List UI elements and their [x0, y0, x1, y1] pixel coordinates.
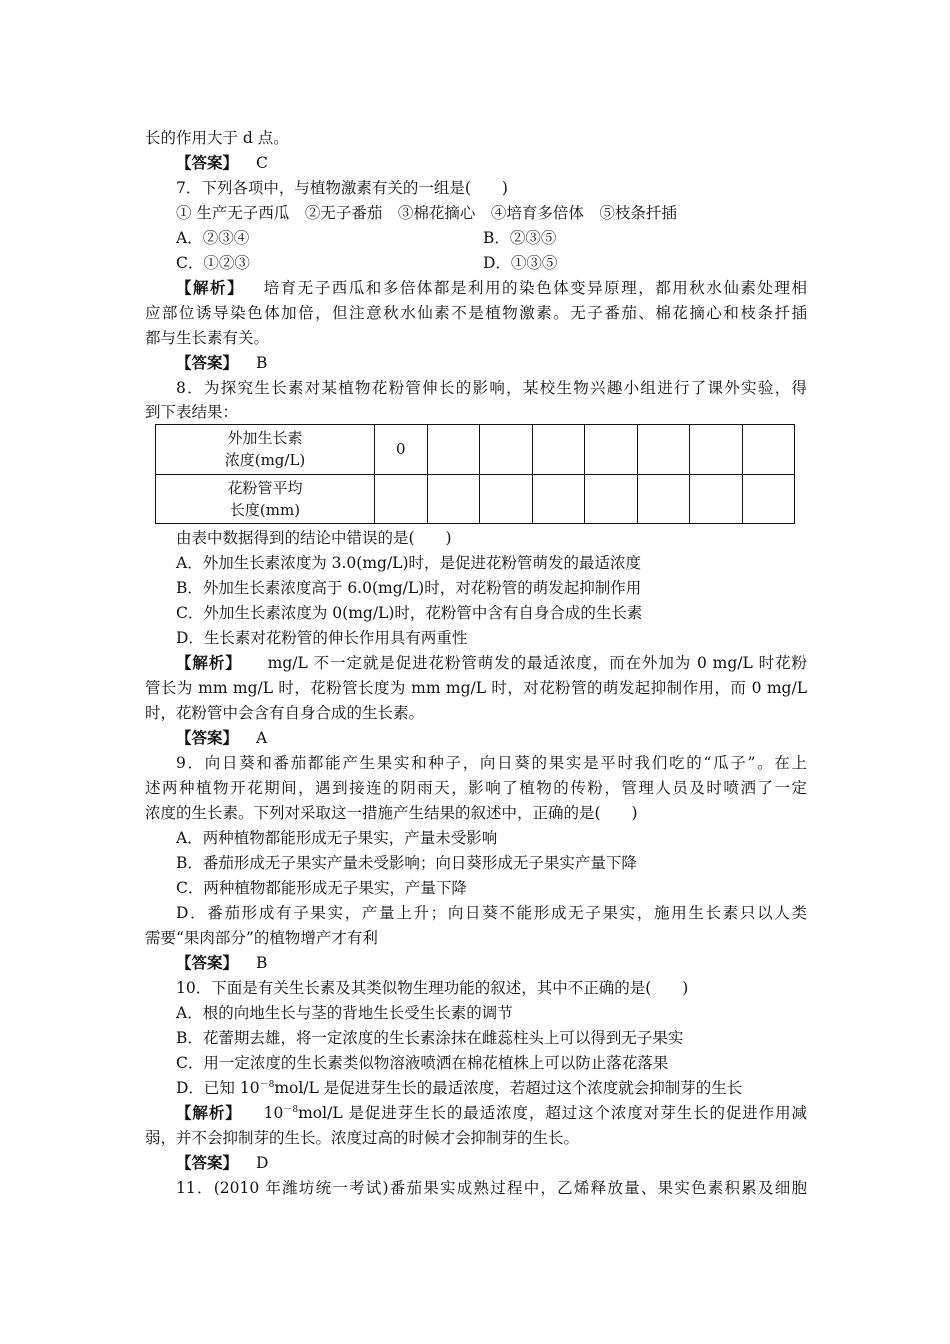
answer-label: 【答案】 — [176, 953, 239, 972]
question-stem: 述两种植物开花期间，遇到接连的阴雨天，影响了植物的传粉，管理人员及时喷洒了一定 — [145, 779, 807, 797]
answer-line — [176, 352, 267, 374]
explanation-label: 【解析】 — [176, 278, 245, 297]
explanation-text: mol/L 是促进芽生长的最适浓度，超过这个浓度对芽生长的促进作用减 — [298, 1104, 807, 1122]
table-header-cell: 外加生长素 浓度(mg/L) — [156, 425, 375, 475]
explanation-text: 10 — [263, 1104, 284, 1122]
results-table — [155, 424, 795, 524]
table-cell — [637, 425, 690, 475]
answer-label: 【答案】 — [176, 1153, 239, 1172]
option-b: B．花蕾期去雄，将一定浓度的生长素涂抹在雌蕊柱头上可以得到无子果实 — [176, 1029, 684, 1047]
table-cell — [690, 474, 743, 524]
option-c: C．①②③ — [176, 254, 250, 272]
option-d-continued: 需要“果肉部分”的植物增产才有利 — [145, 929, 378, 947]
answer-value: C — [256, 154, 268, 172]
option-a: A．②③④ — [176, 229, 250, 247]
option-c: C．用一定浓度的生长素类似物溶液喷洒在棉花植株上可以防止落花落果 — [176, 1054, 669, 1072]
explanation-line: 弱，并不会抑制芽的生长。浓度过高的时候才会抑制芽的生长。 — [145, 1129, 580, 1147]
question-items: ① 生产无子西瓜 ②无子番茄 ③棉花摘心 ④培育多倍体 ⑤枝条扦插 — [176, 204, 677, 222]
option-a: A．两种植物都能形成无子果实，产量未受影响 — [176, 829, 498, 847]
explanation-text: 培育无子西瓜和多倍体都是利用的染色体变异原理，都用秋水仙素处理相 — [262, 279, 807, 297]
table-header-cell: 花粉管平均 长度(mm) — [156, 474, 375, 524]
option-b: B．番茄形成无子果实产量未受影响；向日葵形成无子果实产量下降 — [176, 854, 637, 872]
exponent: －8 — [283, 1105, 299, 1115]
option-c: C．外加生长素浓度为 0(mg/L)时，花粉管中含有自身合成的生长素 — [176, 604, 643, 622]
question-stem: 11．(2010 年潍坊统一考试)番茄果实成熟过程中，乙烯释放量、果实色素积累及细胞 — [176, 1179, 807, 1197]
explanation-line: 都与生长素有关。 — [145, 329, 270, 347]
explanation-line — [176, 277, 807, 299]
explanation-label: 【解析】 — [176, 653, 242, 672]
table-cell — [532, 474, 585, 524]
explanation-text: mg/L 不一定就是促进花粉管萌发的最适浓度，而在外加为 0 mg/L 时花粉 — [267, 654, 807, 672]
answer-label: 【答案】 — [176, 728, 239, 747]
question-stem: 10．下面是有关生长素及其类似物生理功能的叙述，其中不正确的是( ) — [176, 979, 689, 997]
table-cell — [585, 425, 638, 475]
answer-line — [176, 952, 267, 974]
table-cell — [742, 425, 795, 475]
option-b: B．外加生长素浓度高于 6.0(mg/L)时，对花粉管的萌发起抑制作用 — [176, 579, 642, 597]
option-d: D．番茄形成有子果实，产量上升；向日葵不能形成无子果实，施用生长素只以人类 — [176, 904, 807, 922]
option-b: B．②③⑤ — [483, 229, 557, 247]
table-cell — [480, 474, 533, 524]
answer-line — [176, 152, 268, 174]
answer-line — [176, 727, 267, 749]
question-stem: 9．向日葵和番茄都能产生果实和种子，向日葵的果实是平时我们吃的“瓜子”。在上 — [176, 754, 807, 772]
table-cell — [375, 474, 428, 524]
explanation-line: 时，花粉管中会含有自身合成的生长素。 — [145, 704, 425, 722]
table-cell — [585, 474, 638, 524]
text-line: 长的作用大于 d 点。 — [145, 129, 289, 147]
table-cell: 0 — [375, 425, 428, 475]
explanation-label: 【解析】 — [176, 1103, 242, 1122]
table-cell — [532, 425, 585, 475]
table-cell — [690, 425, 743, 475]
answer-line — [176, 1152, 268, 1174]
option-c: C．两种植物都能形成无子果实，产量下降 — [176, 879, 467, 897]
question-prompt: 由表中数据得到的结论中错误的是( ) — [176, 529, 452, 547]
answer-label: 【答案】 — [176, 153, 239, 172]
option-d-text: D．已知 10 — [176, 1079, 260, 1097]
answer-label: 【答案】 — [176, 353, 239, 372]
explanation-line: 应部位诱导染色体加倍，但注意秋水仙素不是植物激素。无子番茄、棉花摘心和枝条扦插 — [145, 304, 807, 322]
question-stem: 7．下列各项中，与植物激素有关的一组是( ) — [176, 179, 508, 197]
exponent: －8 — [259, 1080, 275, 1090]
answer-value: A — [256, 729, 268, 747]
option-d-text: mol/L 是促进芽生长的最适浓度，若超过这个浓度就会抑制芽的生长 — [274, 1079, 743, 1097]
table-row — [156, 474, 795, 524]
option-d: D．①③⑤ — [483, 254, 558, 272]
table-cell — [637, 474, 690, 524]
table-cell — [427, 474, 480, 524]
question-stem: 到下表结果： — [145, 403, 239, 421]
answer-value: B — [256, 954, 268, 972]
question-stem: 8．为探究生长素对某植物花粉管伸长的影响，某校生物兴趣小组进行了课外实验，得 — [176, 379, 807, 397]
answer-value: B — [256, 354, 268, 372]
explanation-line — [176, 1102, 807, 1124]
question-stem: 浓度的生长素。下列对采取这一措施产生结果的叙述中，正确的是( ) — [145, 804, 638, 822]
option-d — [176, 1077, 742, 1099]
explanation-line: 管长为 mm mg/L 时，花粉管长度为 mm mg/L 时，对花粉管的萌发起抑制作用，而 0 mg/L — [145, 679, 807, 697]
option-a: A．外加生长素浓度为 3.0(mg/L)时，是促进花粉管萌发的最适浓度 — [176, 554, 642, 572]
table-cell — [742, 474, 795, 524]
explanation-line — [176, 652, 807, 674]
option-d: D．生长素对花粉管的伸长作用具有两重性 — [176, 629, 468, 647]
answer-value: D — [256, 1154, 269, 1172]
table-row — [156, 425, 795, 475]
option-a: A．根的向地生长与茎的背地生长受生长素的调节 — [176, 1004, 513, 1022]
table-cell — [480, 425, 533, 475]
table-cell — [427, 425, 480, 475]
